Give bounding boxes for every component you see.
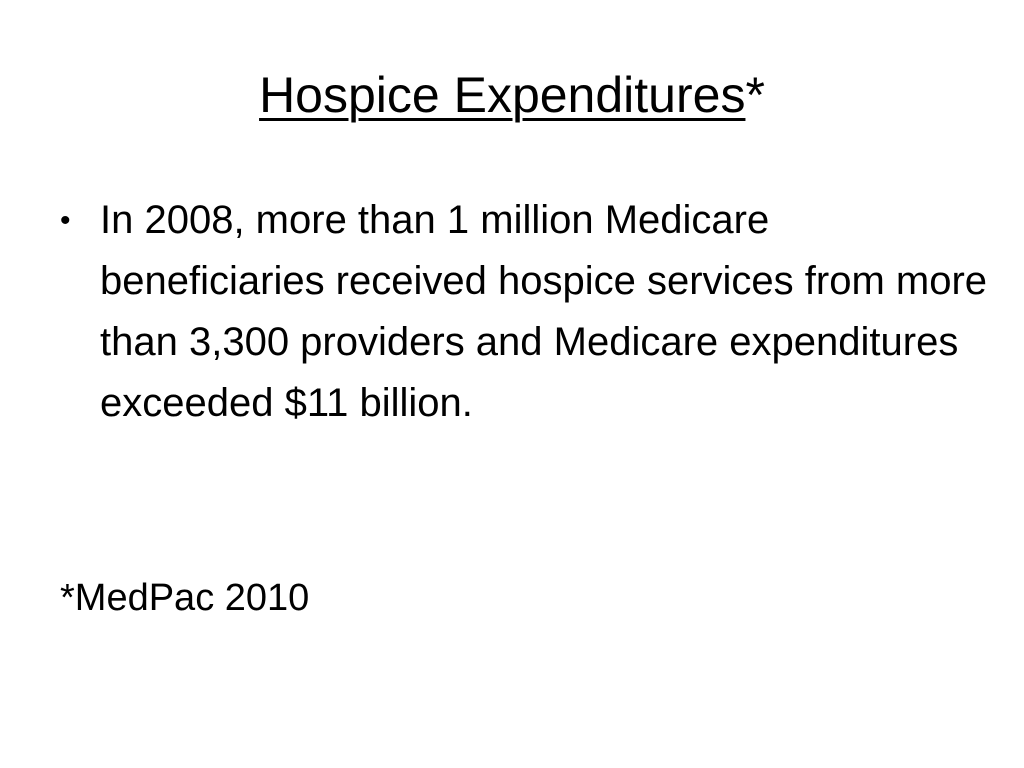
source-note: *MedPac 2010 [60,577,310,619]
slide-title [0,62,1024,128]
bullet-list [60,190,990,434]
bullet-item [60,190,990,434]
bullet-text: In 2008, more than 1 million Medicare beneficiaries received hospice services from more than 3,300 providers and Medicare expenditures exceeded $11 billion. [100,198,988,425]
bullet-icon: • [60,204,71,237]
title-text: Hospice Expenditures [259,67,746,123]
title-footnote-marker: * [745,67,765,123]
